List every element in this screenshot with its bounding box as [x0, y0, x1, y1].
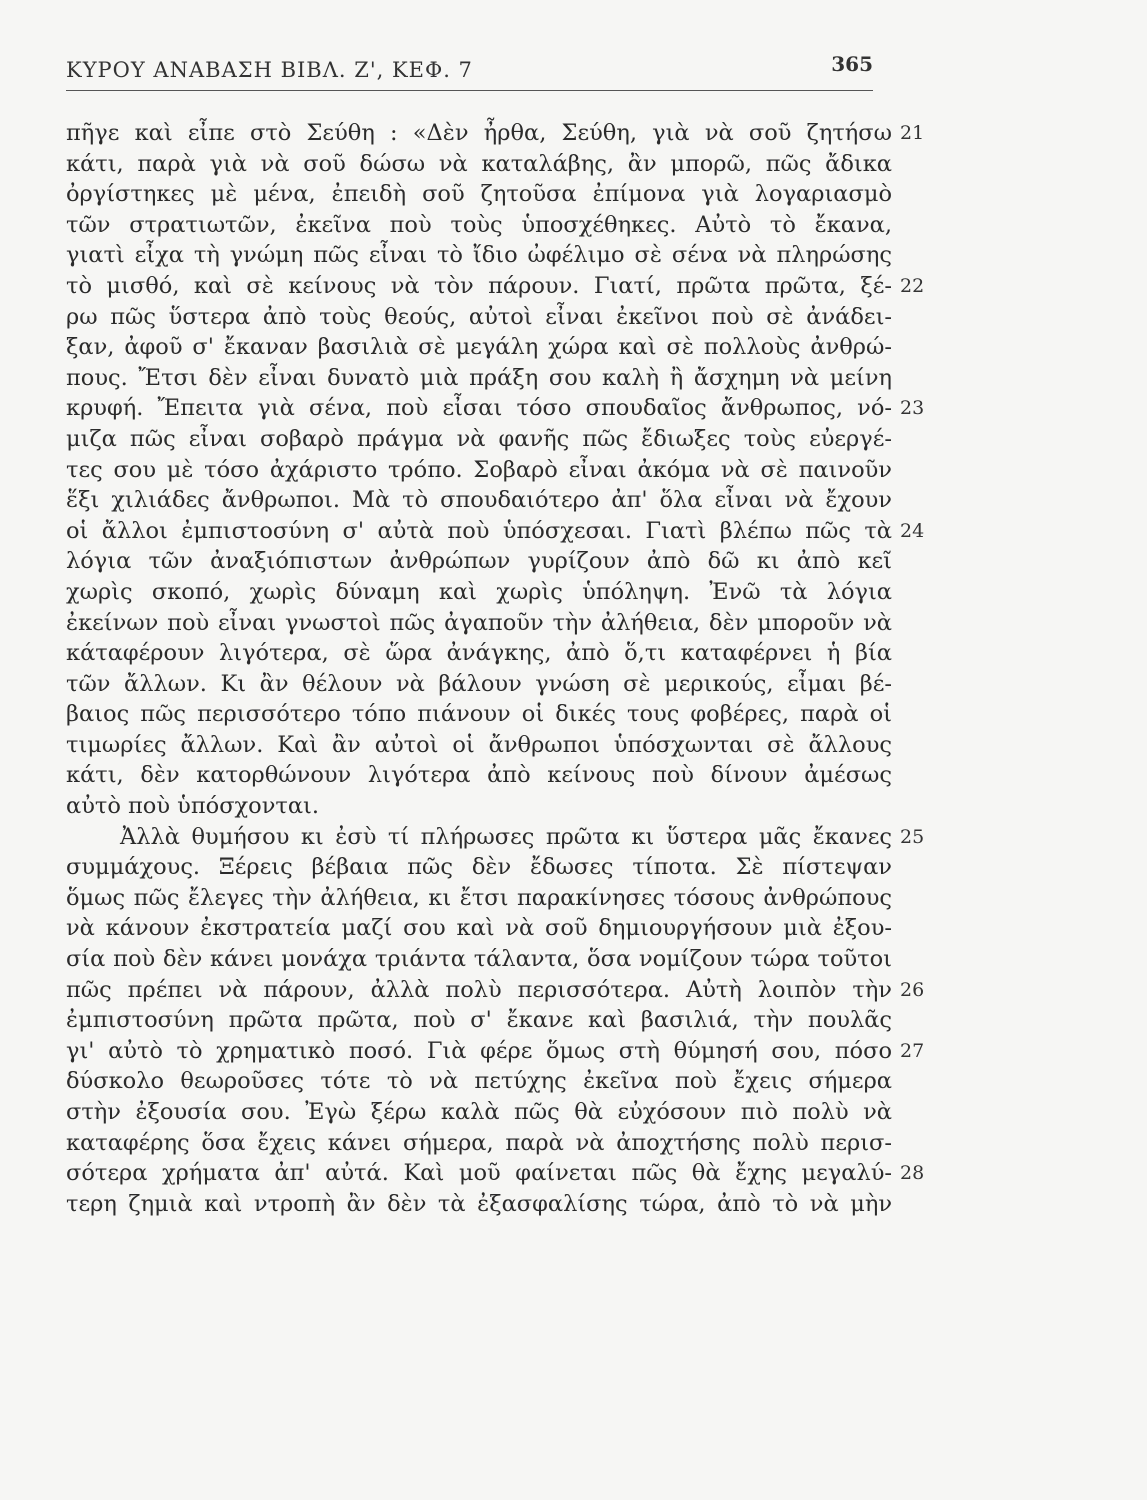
section-number: 22 [900, 274, 925, 297]
text-line [66, 669, 896, 700]
text-line [66, 1158, 925, 1189]
text-line [66, 179, 896, 210]
text-line [66, 271, 925, 302]
line-text: ρω πῶς ὕστερα ἀπὸ τοὺς θεούς, αὐτοὶ εἶναι ἐκεῖνοι ποὺ σὲ ἀνάδει- [66, 303, 892, 330]
text-line [66, 638, 896, 669]
text-line [66, 760, 896, 791]
text-line [66, 240, 896, 271]
line-text: ἕξι χιλιάδες ἄνθρωποι. Μὰ τὸ σπουδαιότερο ἀπ' ὅλα εἶναι νὰ ἔχουν [66, 487, 892, 514]
line-text: τες σου μὲ τόσο ἀχάριστο τρόπο. Σοβαρὸ εἶναι ἀκόμα νὰ σὲ παινοῦν [66, 456, 892, 483]
line-text: αὐτὸ ποὺ ὑπόσχονται. [66, 793, 320, 820]
text-line [66, 1128, 896, 1159]
line-text: γι' αὐτὸ τὸ χρηματικὸ ποσό. Γιὰ φέρε ὅμως στὴ θύμησή σου, πόσο [66, 1037, 892, 1064]
text-line [66, 149, 896, 180]
line-text: συμμάχους. Ξέρεις βέβαια πῶς δὲν ἔδωσες τίποτα. Σὲ πίστεψαν [66, 854, 892, 881]
text-line [66, 1189, 896, 1220]
line-text: ὀργίστηκες μὲ μένα, ἐπειδὴ σοῦ ζητοῦσα ἐπίμονα γιὰ λογαριασμὸ [66, 181, 892, 208]
line-text: χωρὶς σκοπό, χωρὶς δύναμη καὶ χωρὶς ὑπόληψη. Ἐνῶ τὰ λόγια [66, 578, 892, 605]
text-line [66, 424, 896, 455]
line-text: κάτι, παρὰ γιὰ νὰ σοῦ δώσω νὰ καταλάβης, ἂν μπορῶ, πῶς ἄδικα [66, 150, 892, 177]
line-text: κάταφέρουν λιγότερα, σὲ ὥρα ἀνάγκης, ἀπὸ ὅ,τι καταφέρνει ἡ βία [66, 640, 892, 667]
text-line [66, 455, 896, 486]
line-text: τὸ μισθό, καὶ σὲ κείνους νὰ τὸν πάρουν. Γιατί, πρῶτα πρῶτα, ξέ- [66, 272, 892, 299]
line-text: τῶν ἄλλων. Κι ἂν θέλουν νὰ βάλουν γνώση σὲ μερικούς, εἶμαι βέ- [66, 670, 892, 697]
line-text: στὴν ἐξουσία σου. Ἐγὼ ξέρω καλὰ πῶς θὰ εὐχόσουν πιὸ πολὺ νὰ [66, 1099, 892, 1125]
line-text: καταφέρης ὅσα ἔχεις κάνει σήμερα, παρὰ νὰ ἀποχτήσης πολὺ περισ- [66, 1129, 892, 1156]
text-line [66, 883, 896, 914]
line-text: λόγια τῶν ἀναξιόπιστων ἀνθρώπων γυρίζουν ἀπὸ δῶ κι ἀπὸ κεῖ [66, 548, 892, 575]
line-text: πῆγε καὶ εἶπε στὸ Σεύθη : «Δὲν ἦρθα, Σεύθη, γιὰ νὰ σοῦ ζητήσω [66, 120, 892, 146]
line-text: νὰ κάνουν ἐκστρατεία μαζί σου καὶ νὰ σοῦ δημιουργήσουν μιὰ ἐξου- [66, 915, 892, 942]
line-text: ὅμως πῶς ἔλεγες τὴν ἀλήθεια, κι ἔτσι παρακίνησες τόσους ἀνθρώπους [66, 884, 892, 911]
line-text: Ἀλλὰ θυμήσου κι ἐσὺ τί πλήρωσες πρῶτα κι ὕστερα μᾶς ἔκανες [120, 823, 892, 850]
text-line [66, 699, 896, 730]
text-line [66, 332, 896, 363]
section-number: 21 [900, 122, 925, 144]
page-number: 365 [831, 52, 873, 76]
text-line [66, 577, 896, 608]
section-number: 26 [900, 978, 925, 1001]
text-line [66, 730, 896, 761]
text-line [66, 1005, 896, 1036]
section-number: 24 [900, 519, 925, 542]
running-header [66, 46, 873, 91]
text-line [66, 822, 925, 853]
line-text: τιμωρίες ἄλλων. Καὶ ἂν αὐτοὶ οἱ ἄνθρωποι ὑπόσχωνται σὲ ἄλλους [66, 731, 892, 758]
text-line [66, 791, 896, 822]
line-text: δύσκολο θεωροῦσες τότε τὸ νὰ πετύχης ἐκεῖνα ποὺ ἔχεις σήμερα [66, 1068, 892, 1095]
line-text: ξαν, ἀφοῦ σ' ἔκαναν βασιλιὰ σὲ μεγάλη χώρα καὶ σὲ πολλοὺς ἀνθρώ- [66, 334, 892, 361]
text-line [66, 485, 896, 516]
line-text: βαιος πῶς περισσότερο τόπο πιάνουν οἱ δικές τους φοβέρες, παρὰ οἱ [66, 701, 892, 728]
section-number: 28 [900, 1162, 925, 1185]
text-line [66, 393, 925, 424]
line-text: πῶς πρέπει νὰ πάρουν, ἀλλὰ πολὺ περισσότερα. Αὐτὴ λοιπὸν τὴν [66, 976, 892, 1003]
line-text: οἱ ἄλλοι ἐμπιστοσύνη σ' αὐτὰ ποὺ ὑπόσχεσαι. Γιατὶ βλέπω πῶς τὰ [66, 517, 892, 544]
text-line [66, 363, 896, 394]
line-text: τῶν στρατιωτῶν, ἐκεῖνα ποὺ τοὺς ὑποσχέθηκες. Αὐτὸ τὸ ἔκανα, [66, 211, 892, 238]
text-line [66, 118, 925, 149]
text-line [66, 546, 896, 577]
text-line [66, 1036, 925, 1067]
text-line [66, 210, 896, 241]
line-text: κρυφή. Ἔπειτα γιὰ σένα, ποὺ εἶσαι τόσο σπουδαῖος ἄνθρωπος, νό- [66, 395, 892, 422]
section-number: 25 [900, 825, 925, 848]
running-title: ΚΥΡΟΥ ΑΝΑΒΑΣΗ ΒΙΒΛ. Ζ', ΚΕΦ. 7 [66, 58, 473, 82]
line-text: μιζα πῶς εἶναι σοβαρὸ πράγμα νὰ φανῆς πῶς ἔδιωξες τοὺς εὐεργέ- [66, 425, 892, 452]
body-text [66, 118, 925, 1219]
text-line [66, 516, 925, 547]
line-text: ἐμπιστοσύνη πρῶτα πρῶτα, ποὺ σ' ἔκανε καὶ βασιλιά, τὴν πουλᾶς [66, 1007, 892, 1034]
text-line [66, 913, 896, 944]
text-line [66, 944, 896, 975]
text-line [66, 975, 925, 1006]
text-line [66, 1066, 896, 1097]
line-text: σία ποὺ δὲν κάνει μονάχα τριάντα τάλαντα, ὅσα νομίζουν τώρα τοῦτοι [66, 946, 892, 973]
text-line [66, 302, 896, 333]
line-text: τερη ζημιὰ καὶ ντροπὴ ἂν δὲν τὰ ἐξασφαλίσης τώρα, ἀπὸ τὸ νὰ μὴν [66, 1190, 892, 1217]
line-text: γιατὶ εἶχα τὴ γνώμη πῶς εἶναι τὸ ἴδιο ὠφέλιμο σὲ σένα νὰ πληρώσης [66, 242, 892, 269]
section-number: 27 [900, 1039, 925, 1062]
text-line [66, 608, 896, 639]
text-line [66, 852, 896, 883]
line-text: κάτι, δὲν κατορθώνουν λιγότερα ἀπὸ κείνους ποὺ δίνουν ἀμέσως [66, 762, 892, 789]
line-text: ἐκείνων ποὺ εἶναι γνωστοὶ πῶς ἀγαποῦν τὴν ἀλήθεια, δὲν μποροῦν νὰ [66, 609, 892, 636]
line-text: πους. Ἔτσι δὲν εἶναι δυνατὸ μιὰ πράξη σου καλὴ ἢ ἄσχημη νὰ μείνη [66, 364, 892, 391]
section-number: 23 [900, 397, 925, 420]
text-line [66, 1097, 896, 1128]
line-text: σότερα χρήματα ἀπ' αὐτά. Καὶ μοῦ φαίνεται πῶς θὰ ἔχης μεγαλύ- [66, 1160, 892, 1187]
